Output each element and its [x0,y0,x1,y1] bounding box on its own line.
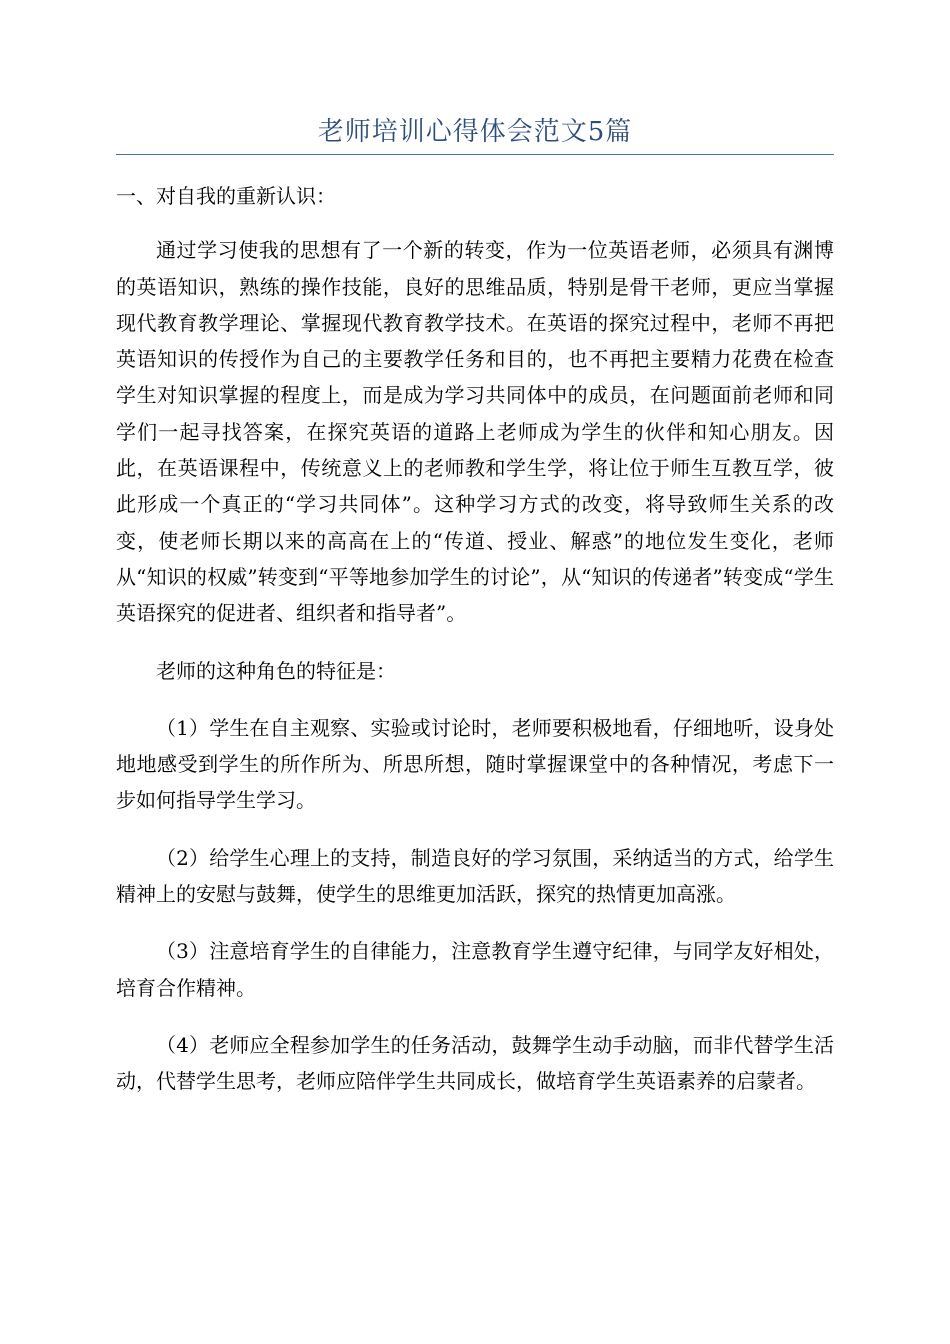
title-underline [116,154,834,155]
paragraph-role-features: 老师的这种角色的特征是： [156,658,396,683]
paragraph-point-3: （3）注意培育学生的自律能力，注意教育学生遵守纪律，与同学友好相处，培育合作精神。 [116,939,834,1000]
document-title: 老师培训心得体会范文5篇 [317,117,633,147]
paragraph-point-4: （4）老师应全程参加学生的任务活动，鼓舞学生动手动脑，而非代替学生活动，代替学生思考，老师应陪伴学生共同成长，做培育学生英语素养的启蒙者。 [116,1032,834,1094]
paragraph-point-1: （1）学生在自主观察、实验或讨论时，老师要积极地看，仔细地听，设身处地地感受到学生的所作所为、所思所想，随时掌握课堂中的各种情况，考虑下一步如何指导学生学习。 [116,715,834,813]
paragraph-point-2: （2）给学生心理上的支持，制造良好的学习氛围，采纳适当的方式，给学生精神上的安慰与鼓舞，使学生的思维更加活跃，探究的热情更加高涨。 [116,845,834,907]
section-heading: 一、对自我的重新认识： [116,184,336,208]
document-body [116,178,834,1100]
paragraph-intro: 通过学习使我的思想有了一个新的转变，作为一位英语老师，必须具有渊博的英语知识，熟练的操作技能，良好的思维品质，特别是骨干老师，更应当掌握现代教育教学理论、掌握现代教育教学技术。在英语的探究过程中，老师不再把英语知识的传授作为自己的主要教学任务和目的，也不再把主要精力花费在检查学生对知识掌握的程度上，而是成为学习共同体中的成员，在问题面前老师和同学们一起寻找答案，在探究英语的道路上老师成为学生的伙伴和知心朋友。因此，在英语课程中，传统意义上的老师教和学生学，将让位于师生互教互学，彼此形成一个真正的“学习共同体”。这种学习方式的改变，将导致师生关系的改变，使老师长期以来的高高在上的“传道、授业、解惑”的地位发生变化，老师从“知识的权威”转变到“平等地参加学生的讨论”，从“知识的传递者”转变成“学生英语探究的促进者、组织者和指导者”。 [116,238,834,626]
